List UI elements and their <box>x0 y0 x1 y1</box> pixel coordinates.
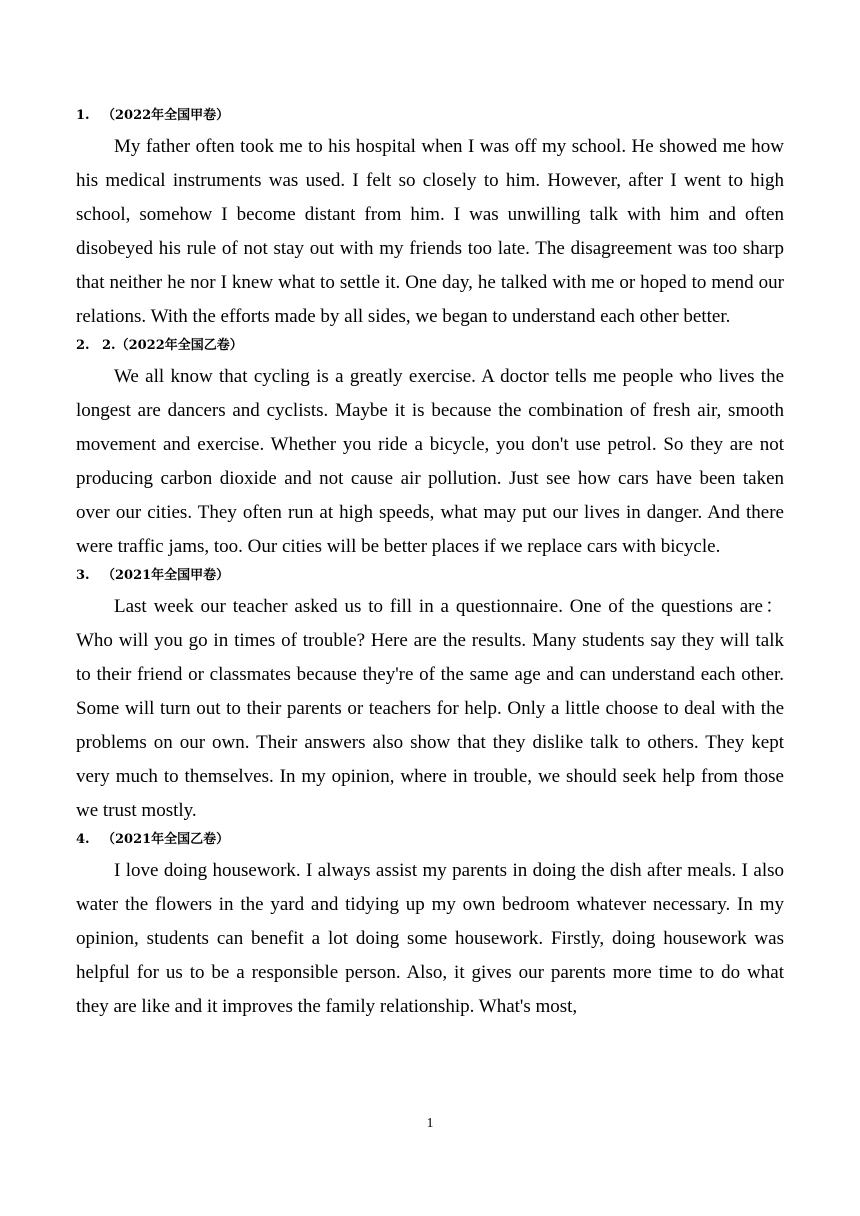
question-number: 1. <box>76 108 90 123</box>
question-heading-2 <box>76 338 784 356</box>
question-source: （2022年全国甲卷） <box>102 108 230 123</box>
document-page <box>76 104 784 1024</box>
question-paragraph-4: I love doing housework. I always assist my parents in doing the dish after meals. I also water the flowers in the yard and tidying up my own bedroom whatever necessary. In my opinion, students can benefit a lot doing some housework. Firstly, doing housework was helpful for us to be a responsible person. Also, it gives our parents more time to do what they are like and it improves the family relationship. What's most, <box>76 860 784 1017</box>
question-source: （2021年全国乙卷） <box>102 832 230 847</box>
question-source: 2.（2022年全国乙卷） <box>102 338 243 353</box>
question-number: 2. <box>76 338 90 353</box>
question-heading-4 <box>76 832 784 850</box>
page-number: 1 <box>426 1116 434 1131</box>
question-number: 4. <box>76 832 90 847</box>
question-paragraph-1: My father often took me to his hospital when I was off my school. He showed me how his medical instruments was used. I felt so closely to him. However, after I went to high school, somehow I become distant from him. I was unwilling talk with him and often disobeyed his rule of not stay out with my friends too late. The disagreement was too sharp that neither he nor I knew what to settle it. One day, he talked with me or hoped to mend our relations. With the efforts made by all sides, we began to understand each other better. <box>76 136 784 327</box>
question-source: （2021年全国甲卷） <box>102 568 230 583</box>
question-number: 3. <box>76 568 90 583</box>
question-heading-3 <box>76 568 784 586</box>
question-paragraph-2: We all know that cycling is a greatly exercise. A doctor tells me people who lives the longest are dancers and cyclists. Maybe it is because the combination of fresh air, smooth movement and exercise. Whether you ride a bicycle, you don't use petrol. So they are not producing carbon dioxide and not cause air pollution. Just see how cars have been taken over our cities. They often run at high speeds, what may put our lives in danger. And there were traffic jams, too. Our cities will be better places if we replace cars with bicycle. <box>76 366 784 557</box>
question-paragraph-3: Last week our teacher asked us to fill in a questionnaire. One of the questions are：Who will you go in times of trouble? Here are the results. Many students say they will talk to their friend or classmates because they're of the same age and can understand each other. Some will turn out to their parents or teachers for help. Only a little choose to deal with the problems on our own. Their answers also show that they dislike talk to others. They kept very much to themselves. In my opinion, where in trouble, we should seek help from those we trust mostly. <box>76 596 784 821</box>
question-heading-1 <box>76 108 784 126</box>
